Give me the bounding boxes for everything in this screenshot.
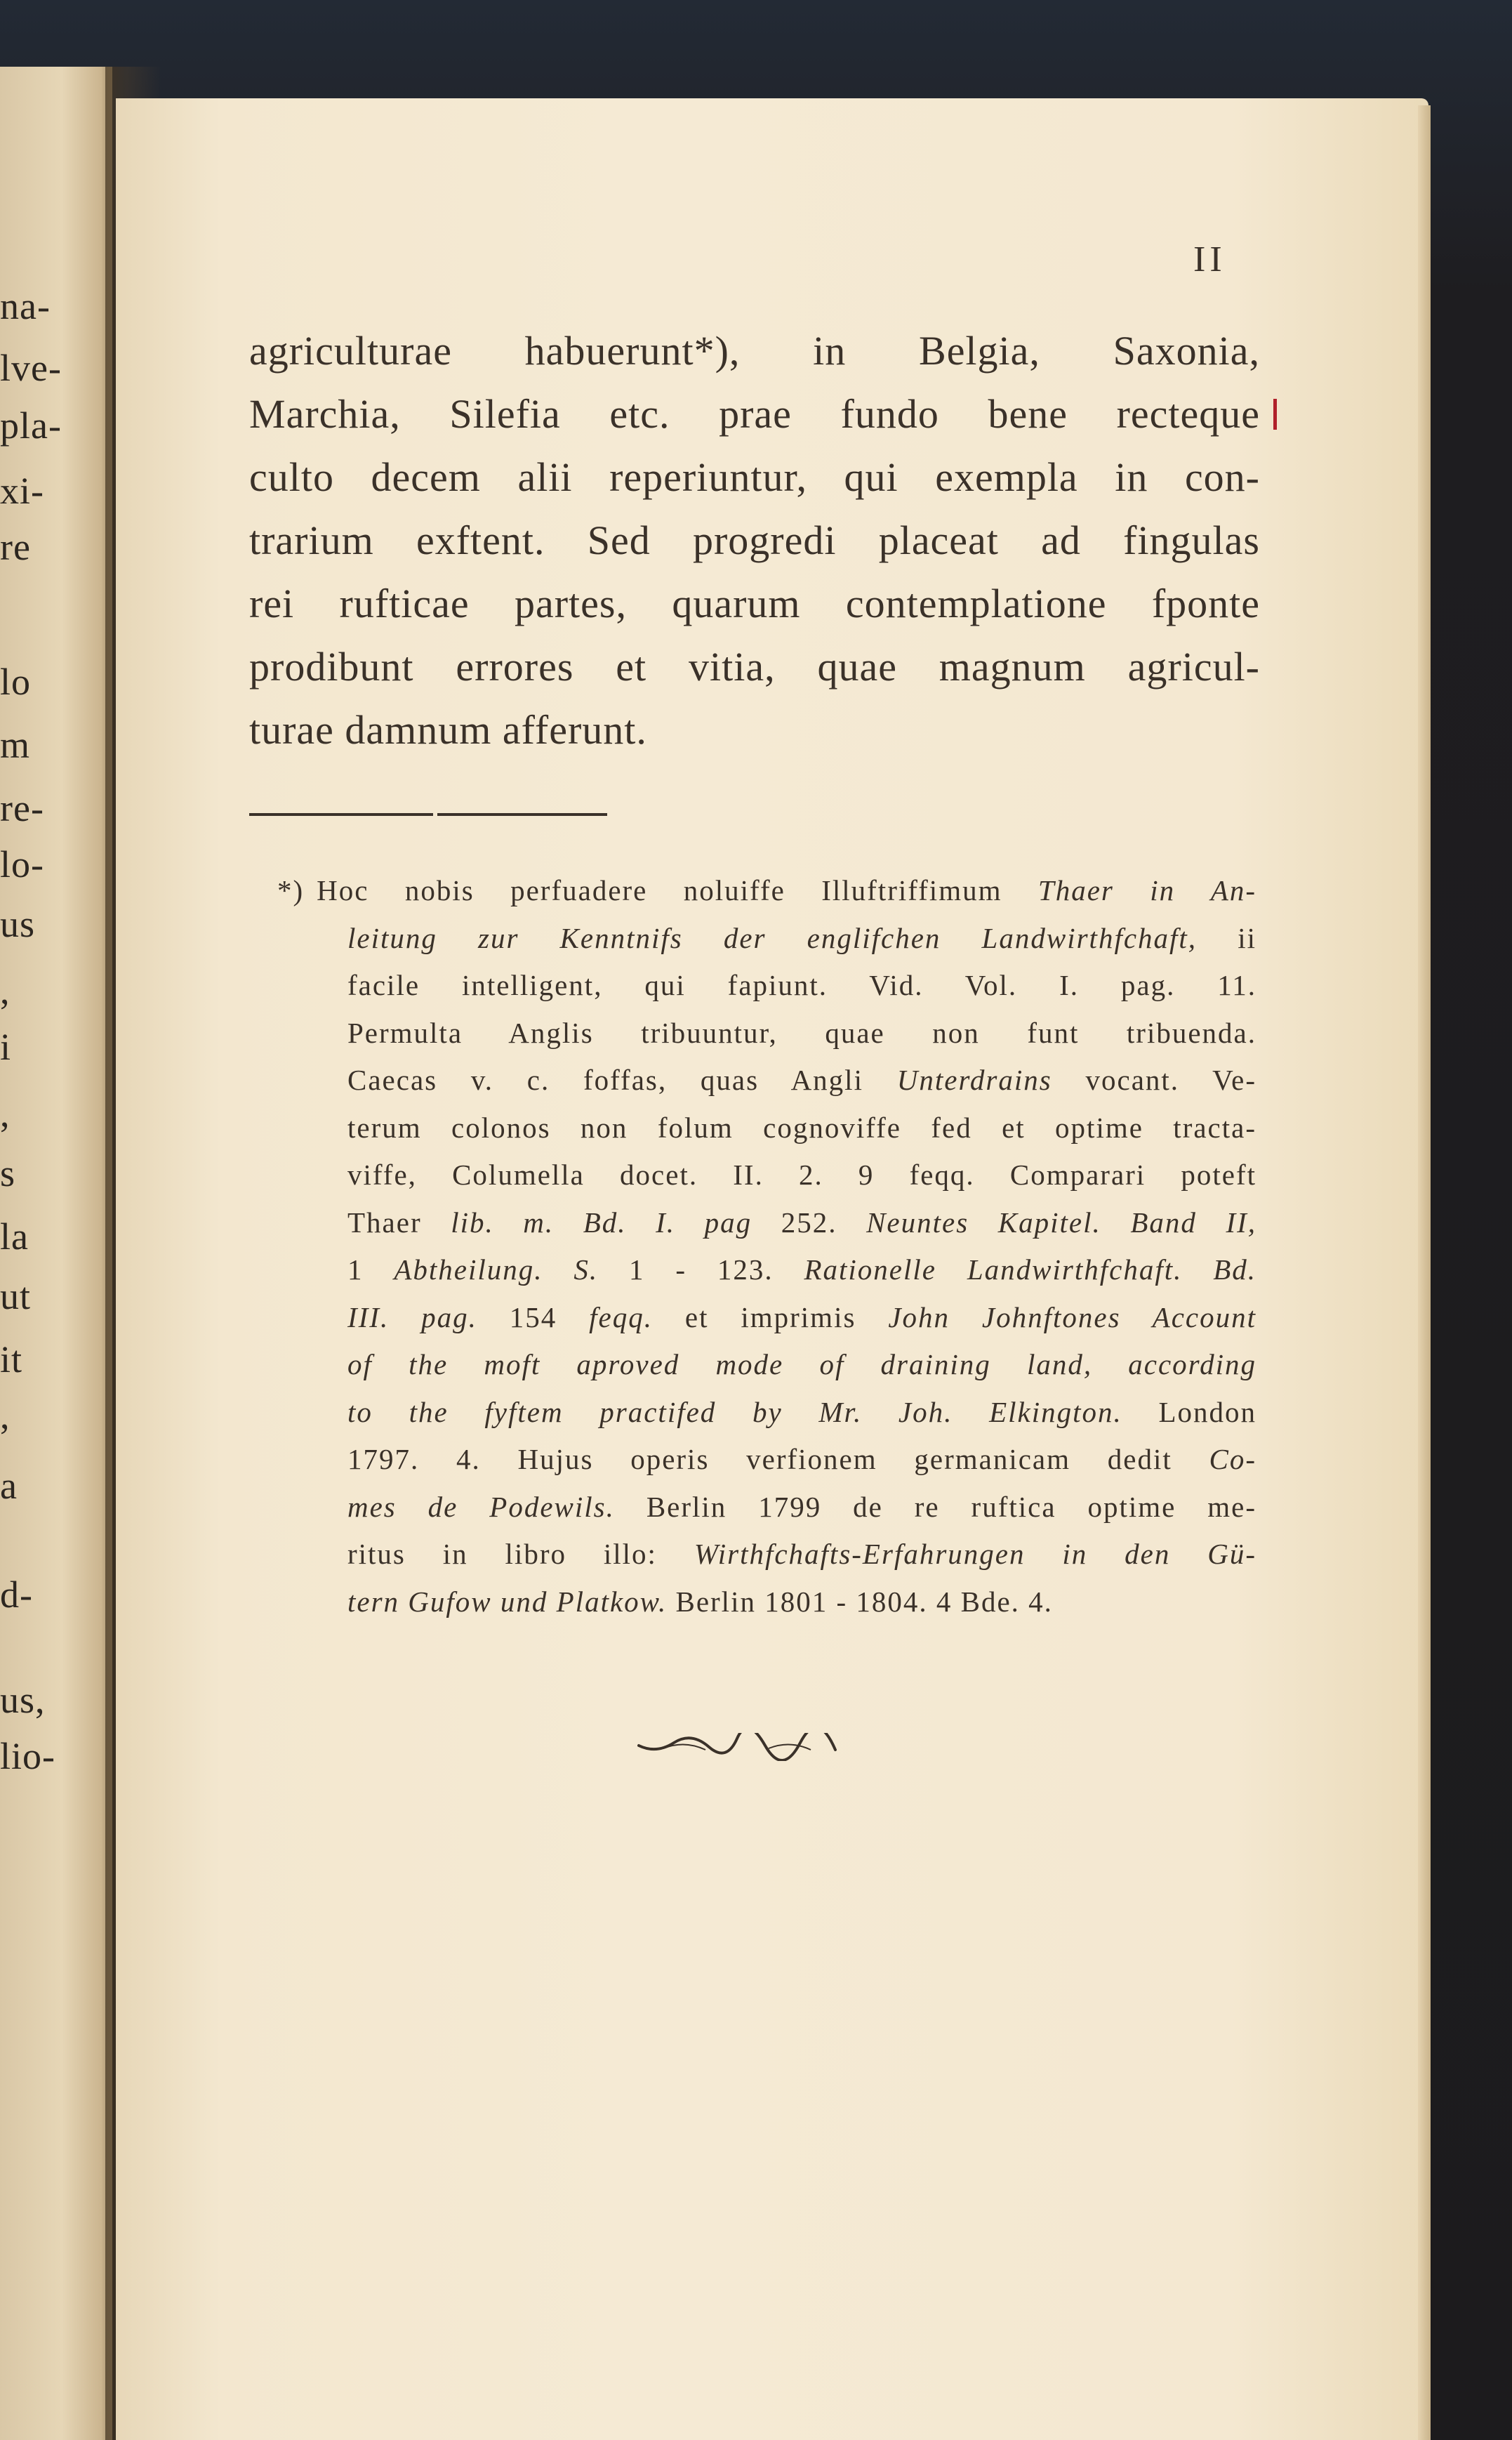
footnote-run: 252. xyxy=(752,1206,867,1239)
facing-page-fragment: ut xyxy=(0,1275,32,1317)
footnote-italic-run: Co- xyxy=(1209,1443,1256,1475)
footnote-italic-run: III. pag. xyxy=(347,1300,477,1333)
text-line: Marchia, Silefia etc. prae fundo bene recteque xyxy=(249,391,1260,437)
facing-page-fragment: it xyxy=(0,1338,23,1380)
facing-page-fragment: lo- xyxy=(0,843,44,885)
footnote-line xyxy=(277,1484,1256,1531)
footnote-line xyxy=(277,962,1256,1010)
footnote-line xyxy=(277,1341,1256,1389)
footnote-line xyxy=(277,1010,1256,1057)
footnote-run: 154 xyxy=(477,1300,590,1333)
text-line: rei rufticae partes, quarum contemplatione fponte xyxy=(249,581,1260,626)
page-edge xyxy=(1418,105,1431,2440)
footnote-italic-run: to the fyftem practifed by Mr. Joh. Elkington. xyxy=(347,1395,1122,1428)
footnote-line xyxy=(277,1152,1256,1199)
text-line: prodibunt errores et vitia, quae magnum agricul- xyxy=(249,644,1260,690)
text-line: turae damnum afferunt. xyxy=(249,707,647,753)
facing-page-fragment: us xyxy=(0,903,36,945)
footnote-run: Hoc nobis perfuadere noluiffe Illuftriffimum xyxy=(317,874,1038,906)
footnote-run: Caecas v. c. foffas, quas Angli xyxy=(347,1064,897,1096)
facing-page-fragment: re- xyxy=(0,787,44,829)
facing-page-fragment: lo xyxy=(0,661,32,703)
facing-page-fragment: s xyxy=(0,1152,16,1194)
footnote-run: viffe, Columella docet. II. 2. 9 feqq. Comparari poteft xyxy=(347,1159,1256,1191)
footnote-italic-run: leitung zur Kenntnifs der englifchen Landwirthfchaft, xyxy=(347,921,1198,954)
facing-page-fragment: , xyxy=(0,1093,11,1135)
footnote-line xyxy=(277,1294,1256,1342)
footnote-run: 1797. 4. Hujus operis verfionem germanicam dedit xyxy=(347,1443,1209,1475)
footnote-line xyxy=(277,1057,1256,1104)
facing-page-fragment: lio- xyxy=(0,1735,55,1777)
facing-page-fragment: us, xyxy=(0,1679,46,1721)
facing-page-fragment: re xyxy=(0,526,31,568)
footnote-run: Permulta Anglis tribuuntur, quae non funt tribuenda. xyxy=(347,1016,1256,1049)
facing-page-fragment: na- xyxy=(0,285,51,327)
facing-page-fragment: xi- xyxy=(0,470,44,512)
footnote-italic-run: Neuntes Kapitel. Band II, xyxy=(866,1206,1257,1239)
footnote-run: vocant. Ve- xyxy=(1052,1064,1256,1096)
text-line: culto decem alii reperiuntur, qui exempla in con- xyxy=(249,454,1260,500)
footnote-italic-run: Wirthfchafts-Erfahrungen in den Gü- xyxy=(694,1538,1256,1570)
footnote-line xyxy=(277,915,1256,963)
footnote-run: facile intelligent, qui fapiunt. Vid. Vol. I. pag. 11. xyxy=(347,969,1256,1001)
footnote-run: London xyxy=(1122,1395,1256,1428)
footnote-run: ritus in libro illo: xyxy=(347,1538,694,1570)
main-text xyxy=(249,319,1260,762)
tailpiece-ornament xyxy=(635,1733,839,1761)
facing-page-fragment: pla- xyxy=(0,404,62,447)
footnote-run: ii xyxy=(1197,921,1256,954)
footnote-rule-break xyxy=(433,812,437,817)
footnote-italic-run: feqq. xyxy=(589,1300,653,1333)
margin-mark xyxy=(1273,399,1277,430)
footnote-line xyxy=(277,1389,1256,1437)
footnote-run: 1 - 123. xyxy=(598,1253,804,1286)
footnote-italic-run: of the moft aproved mode of draining land, according xyxy=(347,1348,1256,1380)
footnote-italic-run: John Johnftones Account xyxy=(888,1300,1257,1333)
facing-page-fragment: m xyxy=(0,724,31,766)
footnote-italic-run: lib. m. Bd. I. pag xyxy=(451,1206,752,1239)
footnote-italic-run: Abtheilung. S. xyxy=(394,1253,599,1286)
facing-page-fragment: d- xyxy=(0,1574,33,1616)
footnote-line xyxy=(277,867,1256,915)
footnote-run: 1 xyxy=(347,1253,394,1286)
facing-page-fragment: , xyxy=(0,1394,11,1437)
footnote-italic-run: Unterdrains xyxy=(896,1064,1052,1096)
facing-page-edge xyxy=(0,67,112,2440)
page-number: II xyxy=(1193,239,1226,279)
footnote-line xyxy=(277,1104,1256,1152)
facing-page-fragment: lve- xyxy=(0,347,62,389)
footnote-line xyxy=(277,1246,1256,1294)
footnote xyxy=(277,867,1267,1625)
footnote-italic-run: Thaer in An- xyxy=(1037,874,1256,906)
footnote-line xyxy=(277,1436,1256,1484)
footnote-italic-run: mes de Podewils. xyxy=(347,1490,615,1523)
footnote-line xyxy=(277,1199,1256,1247)
facing-page-fragment: a xyxy=(0,1465,18,1507)
footnote-rule xyxy=(249,813,607,816)
facing-page-fragment: i xyxy=(0,1026,12,1068)
facing-page-fragment: la xyxy=(0,1215,29,1258)
facing-page-fragment: , xyxy=(0,970,11,1012)
footnote-italic-run: Rationelle Landwirthfchaft. Bd. xyxy=(804,1253,1257,1286)
footnote-run: et imprimis xyxy=(652,1300,889,1333)
footnote-line xyxy=(277,1531,1256,1578)
text-line: agriculturae habuerunt*), in Belgia, Saxonia, xyxy=(249,328,1260,374)
footnote-run: Thaer xyxy=(347,1206,451,1239)
footnote-marker: *) xyxy=(277,874,305,906)
footnote-run: terum colonos non folum cognoviffe fed et optime tracta- xyxy=(347,1111,1256,1144)
footnote-italic-run: tern Gufow und Platkow. xyxy=(347,1585,668,1618)
footnote-line xyxy=(277,1578,1256,1626)
text-line: trarium exftent. Sed progredi placeat ad fingulas xyxy=(249,517,1260,563)
footnote-run: Berlin 1801 - 1804. 4 Bde. 4. xyxy=(667,1585,1053,1618)
footnote-run: Berlin 1799 de re ruftica optime me- xyxy=(614,1490,1256,1523)
